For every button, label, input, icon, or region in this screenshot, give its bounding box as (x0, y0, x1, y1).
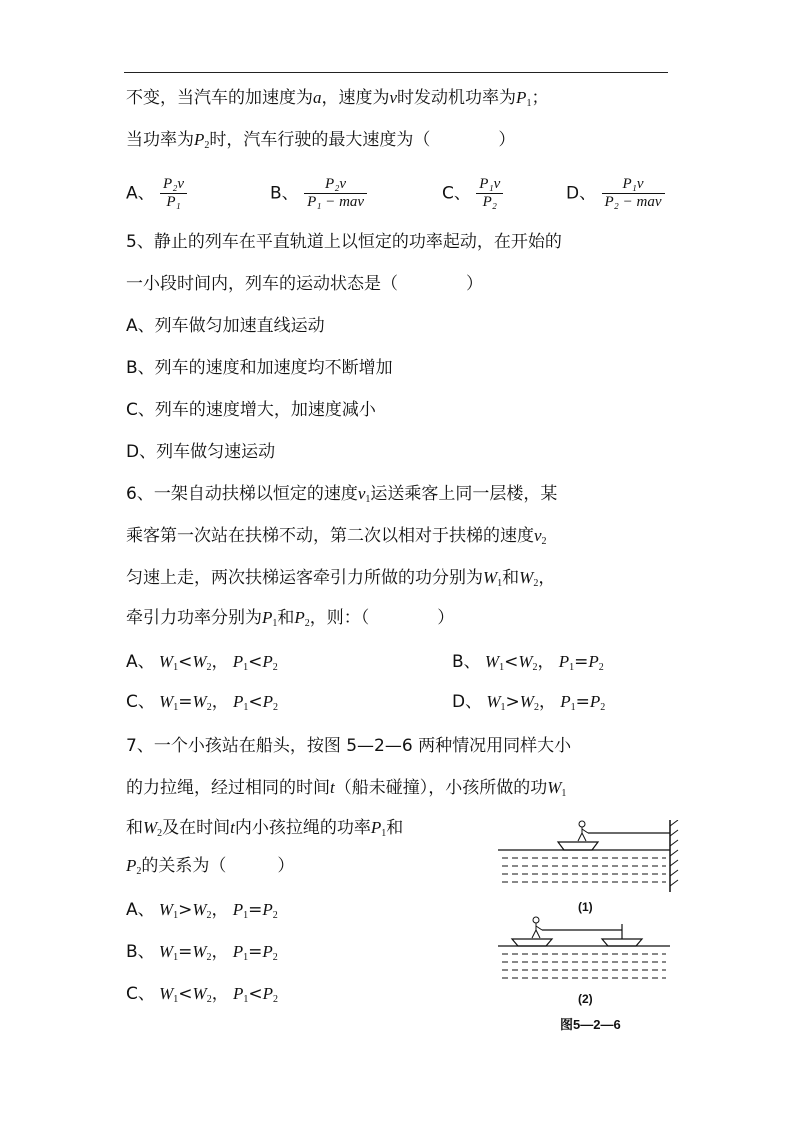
panel-1-diagram (498, 820, 678, 892)
q6-option-a[interactable]: A、 $W_1<W_2$， $P_1<P_2$ (126, 652, 278, 673)
q5-option-a[interactable]: A、列车做匀加速直线运动 (126, 316, 325, 336)
q4-option-c[interactable]: C、 $\frac{\text{P₁v}}{\text{P₂}}$ (442, 176, 503, 211)
q5-option-c[interactable]: C、列车的速度增大，加速度减小 (126, 400, 376, 420)
child-figure (578, 827, 588, 841)
water-lines (502, 954, 666, 978)
q7-stem-line-3: 和$W_2$及在时间t内小孩拉绳的功率$P_1$和 (126, 818, 404, 839)
child-head (533, 917, 539, 923)
q7-stem-line-2: 的力拉绳，经过相同的时间t（船未碰撞），小孩所做的功$W_1$ (126, 778, 567, 799)
q7-option-a[interactable]: A、 $W_1>W_2$， $P_1=P_2$ (126, 900, 278, 921)
q4-option-d[interactable]: D、 $\frac{\text{P₁v}}{\text{P₂ − mav}}$ (566, 176, 665, 211)
q5-option-d[interactable]: D、列车做匀速运动 (126, 442, 276, 462)
boat-right (602, 939, 642, 946)
q7-stem-line-4: $P_2$的关系为（ ） (126, 856, 295, 877)
boat-left (512, 939, 552, 946)
panel-2-diagram (498, 917, 670, 978)
q4-option-b[interactable]: B、 $\frac{\text{P₂v}}{\text{P₁ − mav}}$ (270, 176, 367, 211)
q6-option-c[interactable]: C、 $W_1=W_2$， $P_1<P_2$ (126, 692, 278, 713)
child-figure (532, 923, 542, 938)
q5-stem-line-2: 一小段时间内，列车的运动状态是（ ） (126, 274, 483, 294)
q4-option-a[interactable]: A、 $\frac{\text{P₂v}}{\text{P₁}}$ (126, 176, 187, 211)
child-head (579, 821, 585, 827)
panel-1-label: (1) (578, 900, 593, 914)
q6-option-d[interactable]: D、 $W_1>W_2$， $P_1=P_2$ (452, 692, 606, 713)
boat (558, 842, 598, 850)
q6-stem-line-2: 乘客第一次站在扶梯不动，第二次以相对于扶梯的速度$v_2$ (126, 526, 547, 547)
figure-5-2-6 (494, 820, 684, 1040)
panel-2-label: (2) (578, 992, 593, 1006)
water-lines (502, 858, 666, 882)
q6-stem-line-4: 牵引力功率分别为$P_1$和$P_2$，则：（ ） (126, 608, 455, 629)
q4-line-1: 不变，当汽车的加速度为a，速度为v时发动机功率为$P_1$； (126, 88, 549, 109)
q7-option-c[interactable]: C、 $W_1<W_2$， $P_1<P_2$ (126, 984, 278, 1005)
q7-option-b[interactable]: B、 $W_1=W_2$， $P_1=P_2$ (126, 942, 278, 963)
q5-option-b[interactable]: B、列车的速度和加速度均不断增加 (126, 358, 393, 378)
q7-stem-line-1: 7、一个小孩站在船头，按图 5—2—6 两种情况用同样大小 (126, 736, 572, 756)
q6-stem-line-3: 匀速上走，两次扶梯运客牵引力所做的功分别为$W_1$和$W_2$， (126, 568, 556, 589)
q6-option-b[interactable]: B、 $W_1<W_2$， $P_1=P_2$ (452, 652, 604, 673)
q4-line-2: 当功率为$P_2$时，汽车行驶的最大速度为（ ） (126, 130, 516, 151)
figure-caption: 图5—2—6 (560, 1017, 621, 1032)
q5-stem-line-1: 5、静止的列车在平直轨道上以恒定的功率起动，在开始的 (126, 232, 562, 252)
header-rule (124, 72, 668, 73)
q6-stem-line-1: 6、一架自动扶梯以恒定的速度$v_1$运送乘客上同一层楼，某 (126, 484, 558, 505)
wall-hatching (670, 820, 678, 886)
